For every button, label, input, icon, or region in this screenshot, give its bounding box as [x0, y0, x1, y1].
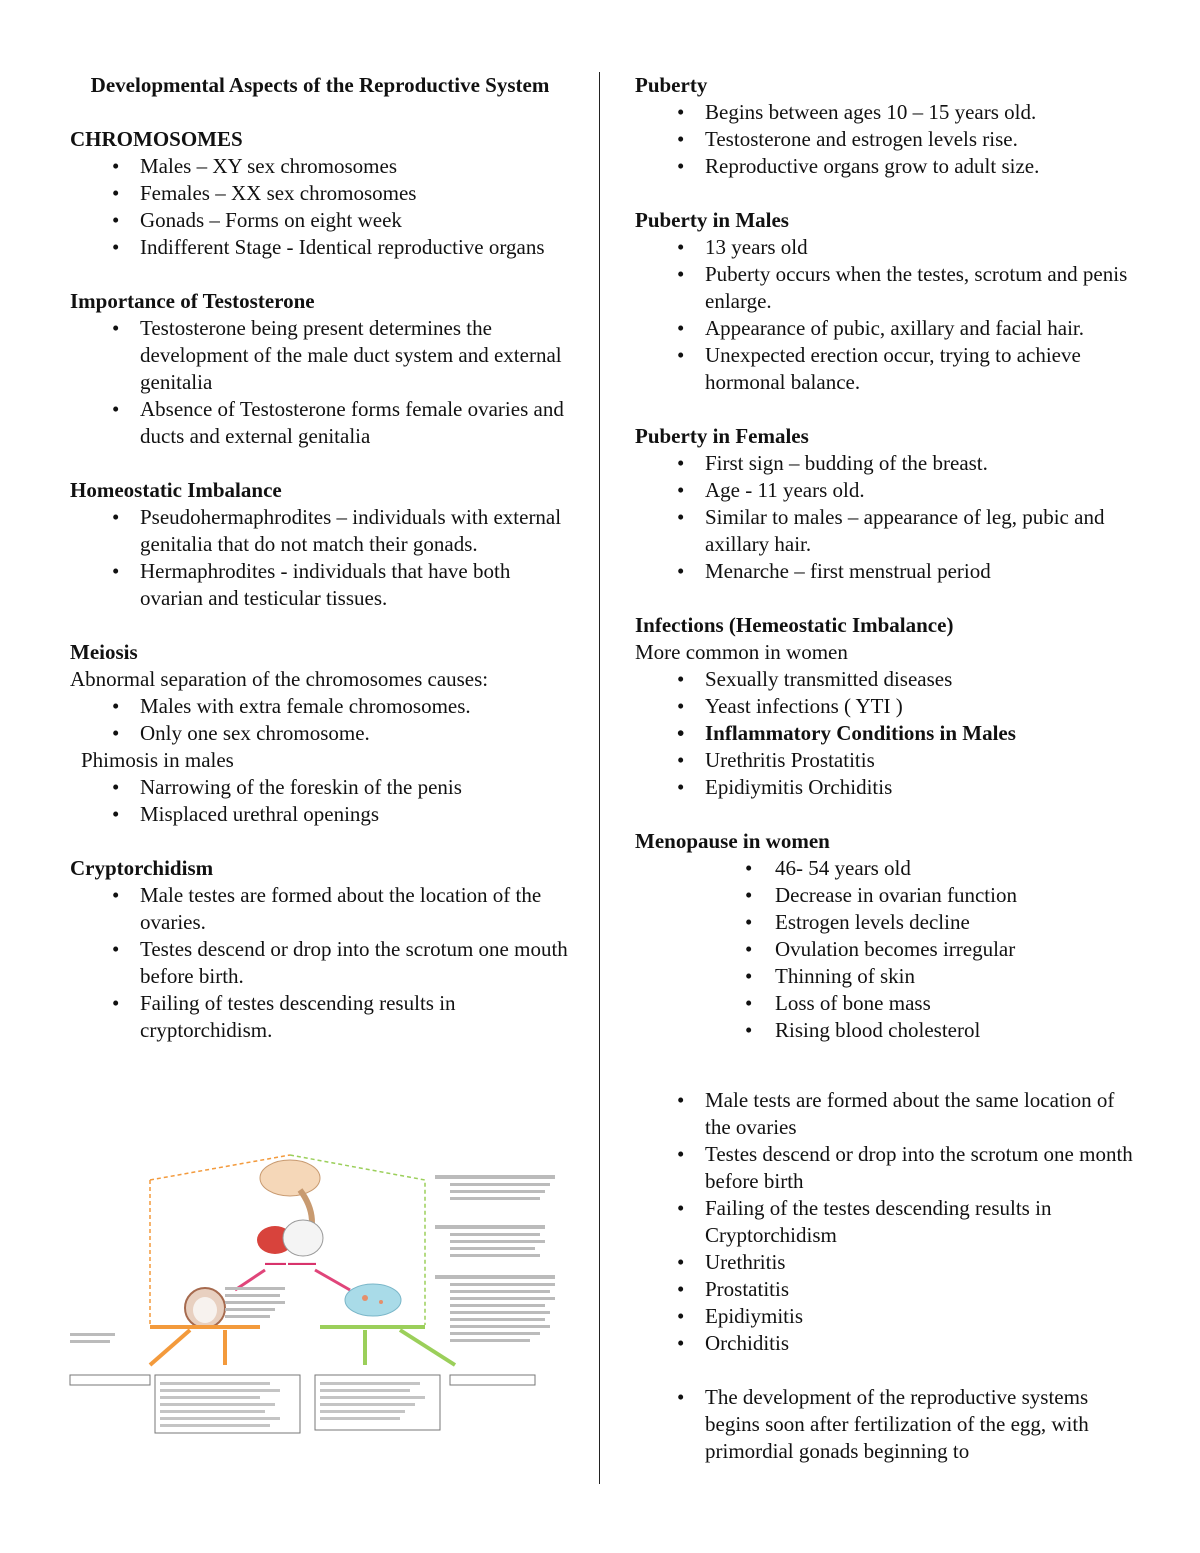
list-item: • Narrowing of the foreskin of the penis	[70, 774, 570, 801]
list-item: • Puberty occurs when the testes, scrotum and penis enlarge.	[635, 261, 1140, 315]
chromosomes-list	[70, 153, 570, 261]
list-item: • First sign – budding of the breast.	[635, 450, 1140, 477]
homeostatic-list	[70, 504, 570, 612]
puberty-list	[635, 99, 1140, 180]
list-item: • Urethritis Prostatitis	[635, 747, 1140, 774]
estrogen-bar	[320, 1325, 425, 1329]
figure-label-blur: ▬▬▬ ▬▬▬▬	[265, 1260, 316, 1267]
list-item: • Failing of testes descending results in cryptorchidism.	[70, 990, 570, 1044]
ovary-shape	[345, 1284, 401, 1316]
list-item: • Epidiymitis Orchiditis	[635, 774, 1140, 801]
list-item: • Testosterone and estrogen levels rise.	[635, 126, 1140, 153]
list-item: • Yeast infections ( YTI )	[635, 693, 1140, 720]
list-item: • Decrease in ovarian function	[635, 882, 1140, 909]
meiosis-intro: Abnormal separation of the chromosomes causes:	[70, 667, 489, 691]
list-item: • Indifferent Stage - Identical reproductive organs	[70, 234, 570, 261]
menopause-heading: Menopause in women	[635, 829, 830, 853]
list-item: • Prostatitis	[635, 1276, 1140, 1303]
menopause-list	[635, 855, 1140, 1044]
left-column	[70, 72, 570, 1044]
list-item: • Epidiymitis	[635, 1303, 1140, 1330]
list-item: • Testes descend or drop into the scrotum one mouth before birth.	[70, 936, 570, 990]
extra-list	[635, 1087, 1140, 1357]
puberty-females-list	[635, 450, 1140, 585]
puberty-males-heading: Puberty in Males	[635, 208, 789, 232]
puberty-males-list	[635, 234, 1140, 396]
list-item: • Ovulation becomes irregular	[635, 936, 1140, 963]
list-item: • Misplaced urethral openings	[70, 801, 570, 828]
list-item: • Rising blood cholesterol	[635, 1017, 1140, 1044]
infections-heading: Infections (Hemeostatic Imbalance)	[635, 613, 954, 637]
list-item: • Testosterone being present determines the development of the male duct system and external genitalia	[70, 315, 570, 396]
list-item: • Thinning of skin	[635, 963, 1140, 990]
list-item: • Similar to males – appearance of leg, pubic and axillary hair.	[635, 504, 1140, 558]
list-item: • Unexpected erection occur, trying to achieve hormonal balance.	[635, 342, 1140, 396]
list-item: • Only one sex chromosome.	[70, 720, 570, 747]
list-item: • Hermaphrodites - individuals that have both ovarian and testicular tissues.	[70, 558, 570, 612]
phimosis-label: Phimosis in males	[81, 748, 234, 772]
pituitary-lobe	[283, 1220, 323, 1256]
list-item: • Failing of the testes descending results in Cryptorchidism	[635, 1195, 1140, 1249]
list-item: • Male testes are formed about the location of the ovaries.	[70, 882, 570, 936]
right-column	[635, 72, 1140, 1465]
puberty-females-heading: Puberty in Females	[635, 424, 809, 448]
cryptorchidism-heading: Cryptorchidism	[70, 856, 214, 880]
list-item: • Orchiditis	[635, 1330, 1140, 1357]
meiosis-list	[70, 693, 570, 747]
testosterone-heading: Importance of Testosterone	[70, 289, 315, 313]
phimosis-list	[70, 774, 570, 828]
list-item: • Females – XX sex chromosomes	[70, 180, 570, 207]
testosterone-bar	[150, 1325, 260, 1329]
list-item: • 13 years old	[635, 234, 1140, 261]
chromosomes-heading: CHROMOSOMES	[70, 127, 243, 151]
final-list	[635, 1384, 1140, 1465]
testosterone-list	[70, 315, 570, 450]
column-divider	[599, 72, 600, 1484]
list-item: • Menarche – first menstrual period	[635, 558, 1140, 585]
list-item: • Gonads – Forms on eight week	[70, 207, 570, 234]
hypothalamus-shape	[260, 1160, 320, 1196]
list-item-bold: • Inflammatory Conditions in Males	[635, 720, 1140, 747]
homeostatic-heading: Homeostatic Imbalance	[70, 478, 282, 502]
page-title: Developmental Aspects of the Reproductive System	[90, 73, 550, 97]
list-item: • Sexually transmitted diseases	[635, 666, 1140, 693]
list-item: • Male tests are formed about the same location of the ovaries	[635, 1087, 1140, 1141]
meiosis-heading: Meiosis	[70, 640, 138, 664]
list-item: • Testes descend or drop into the scrotum one month before birth	[635, 1141, 1140, 1195]
infections-intro: More common in women	[635, 640, 848, 664]
hormone-diagram-figure	[65, 1150, 565, 1435]
list-item: • Males with extra female chromosomes.	[70, 693, 570, 720]
list-item: • Pseudohermaphrodites – individuals with external genitalia that do not match their gonads.	[70, 504, 570, 558]
cryptorchidism-list	[70, 882, 570, 1044]
list-item: • Age - 11 years old.	[635, 477, 1140, 504]
list-item: • Absence of Testosterone forms female ovaries and ducts and external genitalia	[70, 396, 570, 450]
list-item: • Begins between ages 10 – 15 years old.	[635, 99, 1140, 126]
list-item: • Urethritis	[635, 1249, 1140, 1276]
list-item: • Reproductive organs grow to adult size.	[635, 153, 1140, 180]
list-item: • Loss of bone mass	[635, 990, 1140, 1017]
list-item: • The development of the reproductive systems begins soon after fertilization of the egg, with primordial gonads beginning to	[635, 1384, 1140, 1465]
list-item: • Males – XY sex chromosomes	[70, 153, 570, 180]
list-item: • Estrogen levels decline	[635, 909, 1140, 936]
infections-list	[635, 666, 1140, 801]
puberty-heading: Puberty	[635, 73, 708, 97]
list-item: • 46- 54 years old	[635, 855, 1140, 882]
list-item: • Appearance of pubic, axillary and facial hair.	[635, 315, 1140, 342]
